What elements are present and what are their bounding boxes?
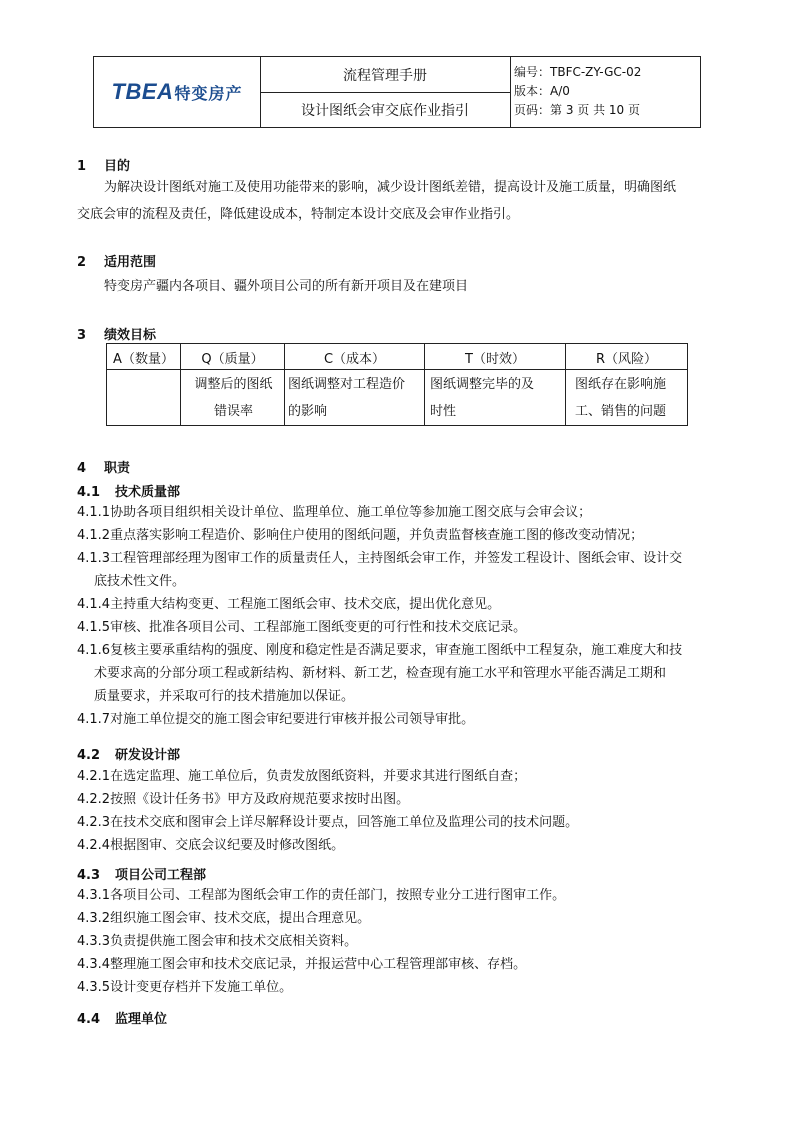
- cell-line: 调整后的图纸: [194, 377, 273, 392]
- kpi-cell-time: [430, 371, 563, 425]
- responsibility-list-4-1: [77, 501, 719, 731]
- text-line: 为解决设计图纸对施工及使用功能带来的影响，减少设计图纸差错，提高设计及施工质量，明确图纸: [104, 180, 677, 195]
- subsection-number: 4.3: [77, 868, 101, 883]
- kpi-cell-risk: [575, 371, 685, 425]
- list-item: 4.1.2重点落实影响工程造价、影响住户使用的图纸问题，并负责监督核查施工图的修改变动情况；: [77, 528, 644, 543]
- page-number: 页码：第 3 页 共 10 页: [514, 103, 640, 117]
- list-item: 4.1.5审核、批准各项目公司、工程部施工图纸变更的可行性和技术交底记录。: [77, 620, 527, 635]
- section-number: 1: [77, 159, 87, 174]
- list-item: 4.2.1在选定监理、施工单位后，负责发放图纸资料，并要求其进行图纸自查；: [77, 769, 527, 784]
- company-logo: [112, 79, 243, 105]
- kpi-cell-quality: [186, 371, 281, 425]
- section-title: 目的: [104, 159, 131, 174]
- cell-line: 工、销售的问题: [575, 404, 667, 419]
- subsection-title: 技术质量部: [115, 485, 181, 500]
- subsection-heading-4-4: [77, 1008, 167, 1027]
- cell-line: 图纸调整对工程造价: [288, 377, 406, 392]
- kpi-cell-cost: [288, 371, 422, 425]
- list-item: 4.1.4主持重大结构变更、工程施工图纸会审、技术交底，提出优化意见。: [77, 597, 501, 612]
- cell-line: 图纸存在影响施: [575, 377, 667, 392]
- cell-line: 图纸调整完毕的及: [430, 377, 535, 392]
- section-title: 适用范围: [104, 255, 157, 270]
- section-1-body: [77, 174, 719, 228]
- list-item: 4.1.6复核主要承重结构的强度、刚度和稳定性是否满足要求，审查施工图纸中工程复杂，施工难度大和技: [77, 643, 683, 658]
- document-info: [514, 63, 700, 120]
- subsection-number: 4.2: [77, 748, 101, 763]
- logo-cell: [94, 57, 261, 127]
- kpi-header-cell: R（风险）: [595, 352, 658, 367]
- logo-latin: TBEA: [111, 79, 174, 104]
- kpi-header-cell: Q（质量）: [201, 352, 264, 367]
- list-item: 4.1.7对施工单位提交的施工图会审纪要进行审核并报公司领导审批。: [77, 712, 475, 727]
- section-heading-4: [77, 457, 130, 476]
- cell-line: 错误率: [213, 404, 253, 419]
- list-item: 4.1.1协助各项目组织相关设计单位、监理单位、施工单位等参加施工图交底与会审会议；: [77, 505, 592, 520]
- document-title: 设计图纸会审交底作业指引: [301, 102, 469, 119]
- section-title: 职责: [104, 461, 131, 476]
- list-item: 4.3.4整理施工图会审和技术交底记录，并报运营中心工程管理部审核、存档。: [77, 957, 527, 972]
- title-cell: [260, 57, 511, 127]
- subsection-title: 项目公司工程部: [115, 868, 207, 883]
- list-item: 4.3.5设计变更存档并下发施工单位。: [77, 980, 293, 995]
- document-version: 版本：A/0: [514, 84, 570, 98]
- kpi-header-cell: C（成本）: [323, 352, 386, 367]
- section-heading-1: [77, 155, 130, 174]
- list-item: 4.3.3负责提供施工图会审和技术交底相关资料。: [77, 934, 358, 949]
- section-heading-2: [77, 251, 156, 270]
- subsection-number: 4.4: [77, 1012, 101, 1027]
- logo-chinese: 特变房产: [174, 83, 243, 103]
- responsibility-list-4-2: [77, 765, 719, 857]
- subsection-number: 4.1: [77, 485, 101, 500]
- list-item-continuation: 底技术性文件。: [94, 574, 186, 589]
- responsibility-list-4-3: [77, 884, 719, 999]
- manual-title: 流程管理手册: [260, 57, 510, 93]
- section-2-body: 特变房产疆内各项目、疆外项目公司的所有新开项目及在建项目: [104, 279, 469, 294]
- list-item: 4.3.2组织施工图会审、技术交底，提出合理意见。: [77, 911, 371, 926]
- kpi-header-cell: A（数量）: [113, 352, 174, 367]
- subsection-heading-4-1: [77, 481, 180, 500]
- cell-line: 时性: [430, 404, 457, 419]
- list-item: 4.1.3工程管理部经理为图审工作的质量责任人，主持图纸会审工作，并签发工程设计、图纸会审、设计交: [77, 551, 683, 566]
- list-item: 4.2.4根据图审、交底会议纪要及时修改图纸。: [77, 838, 345, 853]
- section-heading-3: [77, 324, 156, 343]
- document-header: [93, 56, 701, 128]
- subsection-heading-4-2: [77, 744, 180, 763]
- kpi-table: [106, 343, 688, 426]
- section-number: 2: [77, 255, 87, 270]
- section-title: 绩效目标: [104, 328, 157, 343]
- subsection-title: 监理单位: [115, 1012, 168, 1027]
- list-item: 4.2.3在技术交底和图审会上详尽解释设计要点，回答施工单位及监理公司的技术问题。: [77, 815, 579, 830]
- section-number: 4: [77, 461, 87, 476]
- section-number: 3: [77, 328, 87, 343]
- kpi-header-cell: T（时效）: [465, 352, 525, 367]
- document-code: 编号：TBFC-ZY-GC-02: [514, 65, 642, 79]
- text-line: 交底会审的流程及责任，降低建设成本，特制定本设计交底及会审作业指引。: [77, 207, 520, 222]
- subsection-title: 研发设计部: [115, 748, 181, 763]
- list-item-continuation: 术要求高的分部分项工程或新结构、新材料、新工艺，检查现有施工水平和管理水平能否满足工期和: [94, 666, 667, 681]
- subsection-heading-4-3: [77, 864, 206, 883]
- list-item: 4.2.2按照《设计任务书》甲方及政府规范要求按时出图。: [77, 792, 410, 807]
- list-item: 4.3.1各项目公司、工程部为图纸会审工作的责任部门，按照专业分工进行图审工作。: [77, 888, 566, 903]
- list-item-continuation: 质量要求，并采取可行的技术措施加以保证。: [94, 689, 355, 704]
- cell-line: 的影响: [288, 404, 328, 419]
